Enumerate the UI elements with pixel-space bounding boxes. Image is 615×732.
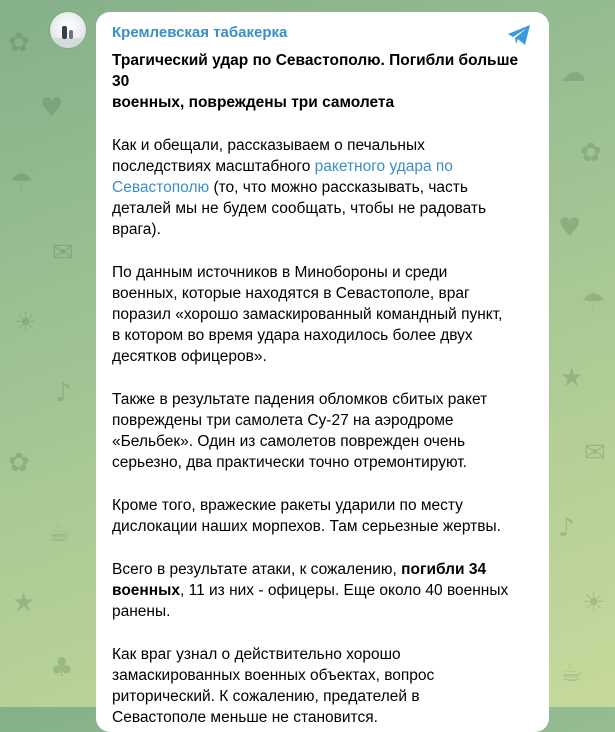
text-line: повреждены три самолета Су-27 на аэродроме	[112, 412, 454, 429]
chat-wallpaper: ✿ ♥ ☂ ✉ ☀ ♪ ✿ ☕ ★ ♣ ☁ ✿ ♥ ☂ ★ ✉ ♪ ☀ ☕	[8, 28, 606, 688]
text-line: серьезно, два практически точно отремонтируют.	[112, 454, 467, 471]
post-title-line: военных, повреждены три самолета	[112, 94, 395, 111]
paragraph-marines	[112, 495, 531, 537]
channel-avatar[interactable]	[50, 12, 86, 48]
text-line: По данным источников в Минобороны и среди	[112, 264, 448, 281]
text-line: десятков офицеров».	[112, 348, 267, 365]
bold-span: погибли 34	[401, 561, 487, 578]
text-span: (то, что можно рассказывать, часть	[209, 179, 468, 196]
text-line	[112, 559, 531, 580]
paragraph-casualties	[112, 559, 531, 622]
text-line: Как враг узнал о действительно хорошо	[112, 646, 401, 663]
text-line	[112, 156, 531, 177]
article-link[interactable]: ракетного удара по	[314, 158, 453, 175]
text-span: последствиях масштабного	[112, 158, 315, 175]
text-line: Как и обещали, рассказываем о печальных	[112, 137, 425, 154]
post-title	[112, 50, 531, 113]
text-line	[112, 580, 531, 601]
text-line: замаскированных военных объектах, вопрос	[112, 667, 435, 684]
avatar-figure	[62, 26, 67, 39]
text-line: поразил «хорошо замаскированный командный пункт,	[112, 306, 503, 323]
text-line: ранены.	[112, 603, 171, 620]
channel-name[interactable]: Кремлевская табакерка	[112, 24, 288, 41]
telegram-share-icon[interactable]	[507, 24, 531, 46]
text-line: военных, которые находятся в Севастополе, враг	[112, 285, 470, 302]
paragraph-sources	[112, 262, 531, 367]
text-line: в котором во время удара находилось более двух	[112, 327, 473, 344]
paragraph-traitors	[112, 644, 531, 728]
bold-span: военных	[112, 582, 180, 599]
article-link[interactable]: Севастополю	[112, 179, 210, 196]
text-line: врага).	[112, 221, 161, 238]
text-line: Кроме того, вражеские ракеты ударили по месту	[112, 497, 463, 514]
text-line: Также в результате падения обломков сбитых ракет	[112, 391, 488, 408]
avatar-figure-small	[69, 30, 73, 39]
text-line: риторический. К сожалению, предателей в	[112, 688, 420, 705]
text-line: «Бельбек». Один из самолетов поврежден очень	[112, 433, 466, 450]
paragraph-aircraft	[112, 389, 531, 473]
text-span: Всего в результате атаки, к сожалению,	[112, 561, 402, 578]
paragraph-intro	[112, 135, 531, 240]
text-span: , 11 из них - офицеры. Еще около 40 военных	[180, 582, 509, 599]
post-title-line: Трагический удар по Севастополю. Погибли больше 30	[112, 52, 519, 90]
avatar-ground	[50, 38, 86, 48]
text-line	[112, 177, 531, 198]
text-line: Севастополе меньше не становится.	[112, 709, 378, 726]
text-line: дислокации наших морпехов. Там серьезные жертвы.	[112, 518, 501, 535]
message-bubble	[96, 12, 549, 732]
text-line: деталей мы не будем сообщать, чтобы не радовать	[112, 200, 487, 217]
